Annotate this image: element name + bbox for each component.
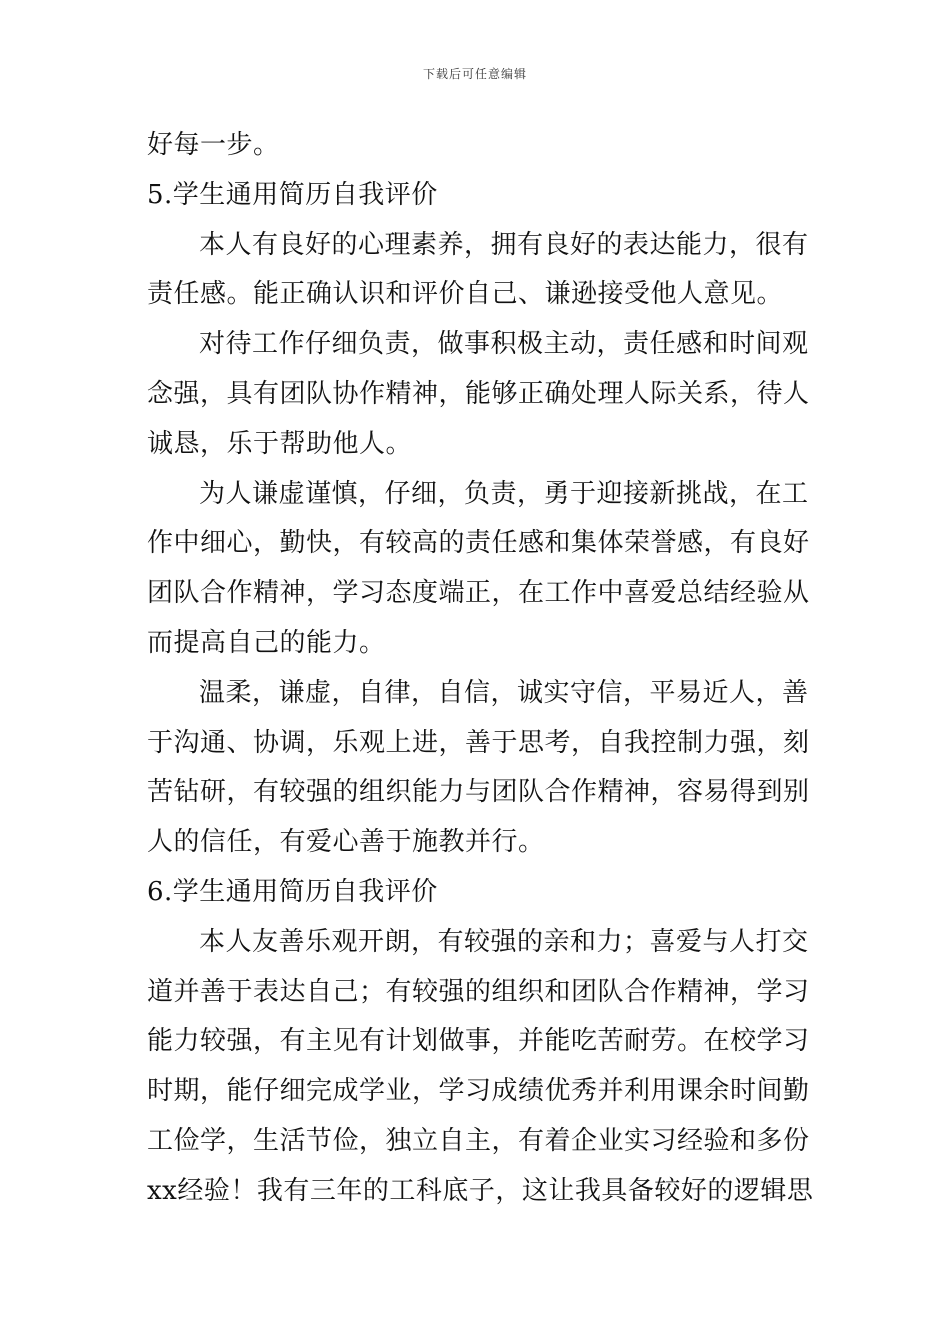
paragraph-line: 苦钻研，有较强的组织能力与团队合作精神，容易得到别 — [147, 777, 810, 808]
page-header: 下载后可任意编辑 — [422, 67, 527, 81]
paragraph-line: 本人友善乐观开朗，有较强的亲和力；喜爱与人打交 — [199, 926, 809, 957]
paragraph-line: 而提高自己的能力。 — [147, 627, 386, 658]
paragraph-line: 时期，能仔细完成学业，学习成绩优秀并利用课余时间勤 — [147, 1076, 810, 1107]
paragraph-line: 诚恳，乐于帮助他人。 — [147, 428, 413, 459]
paragraph-line: 念强，具有团队协作精神，能够正确处理人际关系，待人 — [147, 378, 810, 409]
paragraph-line: 为人谦虚谨慎，仔细，负责，勇于迎接新挑战，在工 — [199, 478, 809, 509]
paragraph-line: 本人有良好的心理素养，拥有良好的表达能力，很有 — [199, 229, 809, 260]
paragraph-line: 人的信任，有爱心善于施教并行。 — [147, 827, 545, 858]
section-heading: 6.学生通用简历自我评价 — [147, 876, 438, 907]
paragraph-line: 温柔，谦虚，自律，自信，诚实守信，平易近人，善 — [199, 677, 809, 708]
paragraph-line: 道并善于表达自己；有较强的组织和团队合作精神，学习 — [147, 976, 810, 1007]
section-heading: 5.学生通用简历自我评价 — [147, 179, 438, 210]
paragraph-line: 对待工作仔细负责，做事积极主动，责任感和时间观 — [199, 329, 809, 360]
paragraph-line: 团队合作精神，学习态度端正，在工作中喜爱总结经验从 — [147, 578, 810, 609]
paragraph-line: xx经验！我有三年的工科底子，这让我具备较好的逻辑思 — [147, 1175, 814, 1206]
paragraph-line: 工俭学，生活节俭，独立自主，有着企业实习经验和多份 — [147, 1125, 810, 1156]
paragraph-line: 于沟通、协调，乐观上进，善于思考，自我控制力强，刻 — [147, 727, 810, 758]
document-body — [147, 121, 817, 1217]
paragraph-line: 作中细心，勤快，有较高的责任感和集体荣誉感，有良好 — [147, 528, 810, 559]
paragraph-line: 能力较强，有主见有计划做事，并能吃苦耐劳。在校学习 — [147, 1026, 810, 1057]
text-line: 好每一步。 — [147, 130, 280, 160]
paragraph-line: 责任感。能正确认识和评价自己、谦逊接受他人意见。 — [147, 279, 784, 310]
